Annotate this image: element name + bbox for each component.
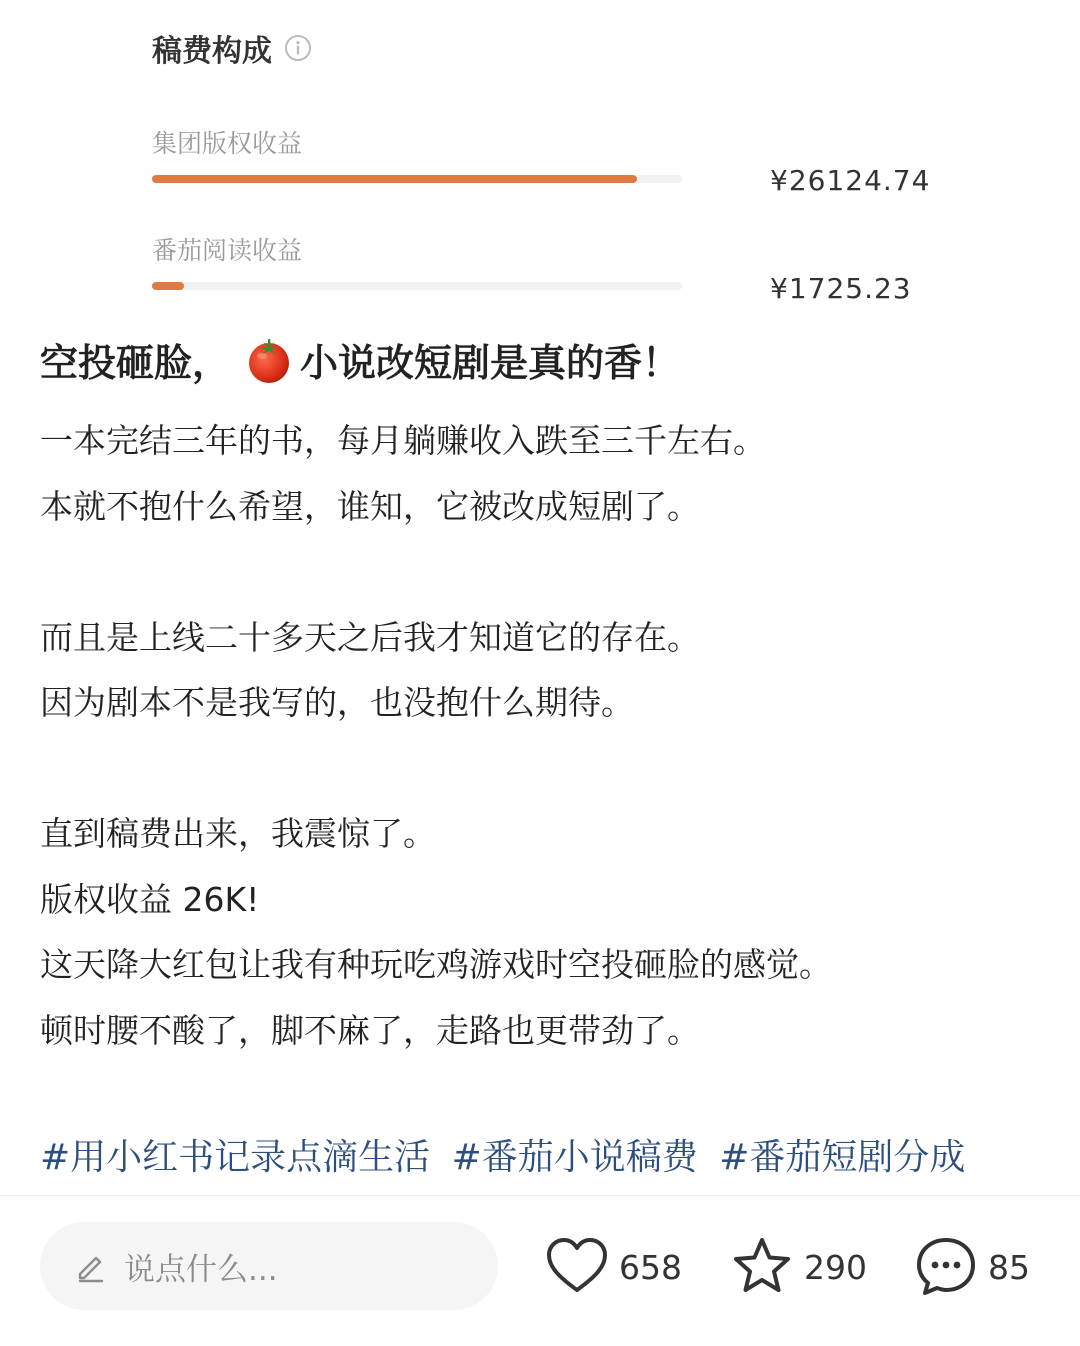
body-line: 版权收益 26K! [40,879,260,919]
like-button[interactable] [545,1232,682,1302]
hashtag-list [40,1128,975,1188]
comment-button[interactable] [914,1232,1030,1302]
collect-count: 290 [804,1247,867,1287]
comment-bubble-icon [914,1235,978,1299]
star-icon [730,1235,794,1299]
like-count: 658 [619,1247,682,1287]
progress-fill-group-copyright [152,175,637,183]
body-line: 本就不抱什么希望，谁知，它被改成短剧了。 [40,486,700,526]
body-line: 顿时腰不酸了，脚不麻了，走路也更带劲了。 [40,1010,700,1050]
comment-input[interactable] [40,1222,498,1310]
card-title-text: 稿费构成 [152,34,272,69]
row-amount-group-copyright: ¥26124.74 [770,164,931,197]
body-line: 因为剧本不是我写的，也没抱什么期待。 [40,683,634,722]
row-amount-tomato-reading: ¥1725.23 [770,272,912,300]
hashtag-link[interactable]: #番茄小说稿费 [451,1137,698,1178]
post-title-after: 小说改短剧是真的香！ [300,341,681,385]
row-label-tomato-reading: 番茄阅读收益 [152,236,303,265]
post-title-before: 空投砸脸， [40,341,231,385]
body-line: 这天降大红包让我有种玩吃鸡游戏时空投砸脸的感觉。 [40,945,832,984]
progress-fill-tomato-reading [152,282,184,290]
info-icon[interactable] [284,34,312,62]
comment-count: 85 [988,1247,1030,1287]
comment-placeholder: 说点什么... [124,1251,278,1288]
row-label-group-copyright: 集团版权收益 [152,129,303,158]
body-line: 而且是上线二十多天之后我才知道它的存在。 [40,617,700,657]
progress-bar-tomato-reading [152,282,682,290]
post-title [40,332,680,387]
progress-bar-group-copyright [152,175,682,183]
hashtag-link[interactable]: #用小红书记录点滴生活 [40,1137,431,1178]
bottom-divider [0,1195,1080,1196]
tomato-icon [244,335,294,385]
collect-button[interactable] [730,1232,867,1302]
royalty-card [0,0,1080,300]
body-line: 一本完结三年的书，每月躺赚收入跌至三千左右。 [40,421,766,460]
hashtag-link[interactable]: #番茄短剧分成 [719,1137,966,1178]
heart-icon [545,1235,609,1299]
body-line: 直到稿费出来，我震惊了。 [40,814,436,853]
post-body [40,408,1050,1063]
pencil-icon [72,1248,108,1284]
card-title [152,26,312,70]
